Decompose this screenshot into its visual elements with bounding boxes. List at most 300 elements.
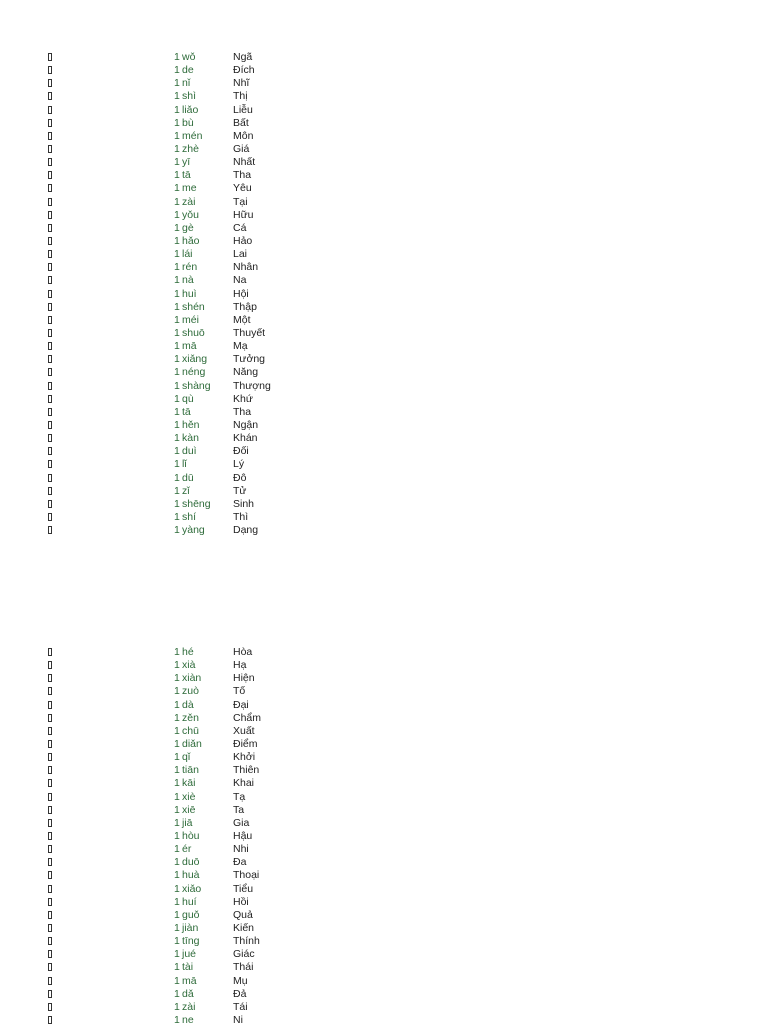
vocab-row — [0, 1001, 768, 1014]
pinyin-text: xiàn — [182, 672, 202, 685]
missing-glyph-icon — [48, 937, 52, 945]
hanviet-text: Cá — [233, 221, 247, 234]
pinyin-text: qǐ — [182, 751, 191, 764]
vocab-row — [0, 472, 768, 485]
pinyin-text: méi — [182, 313, 199, 326]
hanviet-text: Sinh — [233, 497, 255, 510]
rank-value: 1 — [174, 274, 180, 287]
rank-value: 1 — [174, 313, 180, 326]
pinyin-text: tài — [182, 961, 194, 974]
missing-glyph-icon — [48, 526, 52, 534]
missing-glyph-icon — [48, 779, 52, 787]
hanviet-text: Thì — [233, 510, 249, 523]
pinyin-text: yī — [182, 156, 191, 169]
pinyin-text: guǒ — [182, 908, 200, 921]
pinyin-text: jiàn — [182, 921, 199, 934]
missing-glyph-icon — [48, 447, 52, 455]
rank-value: 1 — [174, 829, 180, 842]
pinyin-text: xiǎo — [182, 882, 202, 895]
vocab-row — [0, 948, 768, 961]
missing-glyph-icon — [48, 395, 52, 403]
vocab-row — [0, 274, 768, 287]
hanviet-text: Tha — [233, 405, 252, 418]
vocab-row — [0, 222, 768, 235]
pinyin-text: qù — [182, 392, 194, 405]
hanviet-text: Điểm — [233, 737, 258, 750]
missing-glyph-icon — [48, 898, 52, 906]
pinyin-text: hǎo — [182, 234, 200, 247]
missing-glyph-icon — [48, 329, 52, 337]
pinyin-text: tā — [182, 169, 191, 182]
hanviet-text: Ngã — [233, 51, 253, 63]
rank-value: 1 — [174, 366, 180, 379]
pinyin-text: duō — [182, 856, 200, 869]
vocab-row — [0, 314, 768, 327]
pinyin-text: huì — [182, 287, 197, 300]
missing-glyph-icon — [48, 740, 52, 748]
missing-glyph-icon — [48, 500, 52, 508]
vocab-row — [0, 988, 768, 1001]
pinyin-text: huà — [182, 869, 200, 882]
vocab-row — [0, 432, 768, 445]
vocab-row — [0, 725, 768, 738]
hanviet-text: Na — [233, 274, 247, 287]
pinyin-text: mā — [182, 974, 197, 987]
hanviet-text: Hạ — [233, 659, 247, 672]
hanviet-text: Nhất — [233, 156, 256, 169]
pinyin-text: tā — [182, 405, 191, 418]
vocab-row — [0, 804, 768, 817]
pinyin-text: xiǎng — [182, 353, 208, 366]
rank-value: 1 — [174, 724, 180, 737]
pinyin-text: dà — [182, 698, 194, 711]
rank-value: 1 — [174, 340, 180, 353]
hanviet-text: Liễu — [233, 103, 253, 116]
vocab-row — [0, 485, 768, 498]
pinyin-text: shí — [182, 510, 197, 523]
rank-value: 1 — [174, 103, 180, 116]
vocab-row — [0, 685, 768, 698]
rank-value: 1 — [174, 497, 180, 510]
rank-value: 1 — [174, 751, 180, 764]
pinyin-text: gè — [182, 221, 194, 234]
vocab-row — [0, 90, 768, 103]
rank-value: 1 — [174, 195, 180, 208]
pinyin-text: zěn — [182, 711, 199, 724]
rank-value: 1 — [174, 672, 180, 685]
hanviet-text: Tố — [233, 685, 246, 698]
vocab-row — [0, 104, 768, 117]
missing-glyph-icon — [48, 1016, 52, 1024]
rank-value: 1 — [174, 471, 180, 484]
pinyin-text: shuō — [182, 326, 205, 339]
vocab-row — [0, 51, 768, 64]
missing-glyph-icon — [48, 460, 52, 468]
rank-value: 1 — [174, 142, 180, 155]
missing-glyph-icon — [48, 408, 52, 416]
hanviet-text: Hiện — [233, 672, 255, 685]
hanviet-text: Tạ — [233, 790, 246, 803]
rank-value: 1 — [174, 129, 180, 142]
pinyin-text: nǐ — [182, 77, 191, 90]
vocab-row — [0, 353, 768, 366]
rank-value: 1 — [174, 208, 180, 221]
rank-value: 1 — [174, 169, 180, 182]
missing-glyph-icon — [48, 303, 52, 311]
rank-value: 1 — [174, 737, 180, 750]
pinyin-text: mā — [182, 340, 197, 353]
missing-glyph-icon — [48, 119, 52, 127]
rank-value: 1 — [174, 379, 180, 392]
vocab-row — [0, 419, 768, 432]
missing-glyph-icon — [48, 714, 52, 722]
hanviet-text: Thiên — [233, 764, 260, 777]
vocab-row — [0, 843, 768, 856]
vocab-row — [0, 672, 768, 685]
missing-glyph-icon — [48, 963, 52, 971]
pinyin-text: zài — [182, 1000, 196, 1013]
pinyin-text: zuò — [182, 685, 199, 698]
rank-value: 1 — [174, 405, 180, 418]
hanviet-text: Thái — [233, 961, 254, 974]
rank-value: 1 — [174, 987, 180, 1000]
missing-glyph-icon — [48, 237, 52, 245]
hanviet-text: Nhi — [233, 843, 249, 856]
vocab-row — [0, 883, 768, 896]
rank-value: 1 — [174, 646, 180, 658]
missing-glyph-icon — [48, 53, 52, 61]
vocab-row — [0, 764, 768, 777]
missing-glyph-icon — [48, 753, 52, 761]
hanviet-text: Môn — [233, 129, 254, 142]
pinyin-text: nà — [182, 274, 194, 287]
vocab-row — [0, 856, 768, 869]
hanviet-text: Nhân — [233, 261, 259, 274]
vocab-row — [0, 699, 768, 712]
rank-value: 1 — [174, 182, 180, 195]
rank-value: 1 — [174, 816, 180, 829]
vocab-list-1 — [0, 51, 768, 537]
missing-glyph-icon — [48, 661, 52, 669]
pinyin-text: jiā — [182, 816, 193, 829]
vocab-row — [0, 209, 768, 222]
rank-value: 1 — [174, 64, 180, 77]
hanviet-text: Hồi — [233, 895, 249, 908]
missing-glyph-icon — [48, 250, 52, 258]
rank-value: 1 — [174, 90, 180, 103]
hanviet-text: Gia — [233, 816, 250, 829]
hanviet-text: Khai — [233, 777, 255, 790]
missing-glyph-icon — [48, 474, 52, 482]
rank-value: 1 — [174, 698, 180, 711]
vocab-row — [0, 117, 768, 130]
pinyin-text: lái — [182, 248, 193, 261]
hanviet-text: Thính — [233, 935, 260, 948]
vocab-row — [0, 393, 768, 406]
hanviet-text: Giá — [233, 142, 250, 155]
pinyin-text: tiān — [182, 764, 199, 777]
hanviet-text: Hội — [233, 287, 249, 300]
pinyin-text: tīng — [182, 935, 200, 948]
hanviet-text: Quả — [233, 908, 253, 921]
missing-glyph-icon — [48, 885, 52, 893]
rank-value: 1 — [174, 524, 180, 537]
missing-glyph-icon — [48, 382, 52, 390]
pinyin-text: jué — [182, 948, 197, 961]
vocab-row — [0, 751, 768, 764]
rank-value: 1 — [174, 777, 180, 790]
hanviet-text: Thị — [233, 90, 248, 103]
vocab-row — [0, 498, 768, 511]
rank-value: 1 — [174, 882, 180, 895]
pinyin-text: néng — [182, 366, 206, 379]
pinyin-text: yàng — [182, 524, 205, 537]
hanviet-text: Đại — [233, 698, 249, 711]
pinyin-text: chū — [182, 724, 199, 737]
hanviet-text: Hậu — [233, 829, 253, 842]
pinyin-text: kāi — [182, 777, 196, 790]
rank-value: 1 — [174, 432, 180, 445]
pinyin-text: xiē — [182, 803, 196, 816]
rank-value: 1 — [174, 659, 180, 672]
pinyin-text: mén — [182, 129, 203, 142]
vocab-row — [0, 445, 768, 458]
vocab-row — [0, 288, 768, 301]
hanviet-text: Khán — [233, 432, 258, 445]
missing-glyph-icon — [48, 79, 52, 87]
missing-glyph-icon — [48, 701, 52, 709]
hanviet-text: Hảo — [233, 234, 253, 247]
hanviet-text: Đối — [233, 445, 249, 458]
vocab-row — [0, 738, 768, 751]
pinyin-text: ér — [182, 843, 192, 856]
vocab-row — [0, 380, 768, 393]
rank-value: 1 — [174, 234, 180, 247]
pinyin-text: xiè — [182, 790, 196, 803]
vocab-row — [0, 301, 768, 314]
hanviet-text: Tha — [233, 169, 252, 182]
vocab-row — [0, 77, 768, 90]
pinyin-text: huí — [182, 895, 197, 908]
pinyin-text: xià — [182, 659, 196, 672]
pinyin-text: de — [182, 64, 194, 77]
pinyin-text: wǒ — [182, 51, 196, 63]
pinyin-text: bù — [182, 116, 194, 129]
pinyin-text: lǐ — [182, 458, 187, 471]
missing-glyph-icon — [48, 858, 52, 866]
missing-glyph-icon — [48, 434, 52, 442]
rank-value: 1 — [174, 116, 180, 129]
vocab-row — [0, 646, 768, 659]
missing-glyph-icon — [48, 276, 52, 284]
missing-glyph-icon — [48, 924, 52, 932]
missing-glyph-icon — [48, 368, 52, 376]
missing-glyph-icon — [48, 224, 52, 232]
vocab-row — [0, 712, 768, 725]
vocab-row — [0, 235, 768, 248]
pinyin-text: hěn — [182, 418, 200, 431]
vocab-row — [0, 143, 768, 156]
missing-glyph-icon — [48, 171, 52, 179]
missing-glyph-icon — [48, 66, 52, 74]
hanviet-text: Một — [233, 313, 251, 326]
missing-glyph-icon — [48, 145, 52, 153]
rank-value: 1 — [174, 803, 180, 816]
rank-value: 1 — [174, 445, 180, 458]
rank-value: 1 — [174, 711, 180, 724]
pinyin-text: dū — [182, 471, 194, 484]
hanviet-text: Kiến — [233, 921, 255, 934]
hanviet-text: Năng — [233, 366, 259, 379]
pinyin-text: rén — [182, 261, 198, 274]
pinyin-text: duì — [182, 445, 197, 458]
missing-glyph-icon — [48, 355, 52, 363]
rank-value: 1 — [174, 156, 180, 169]
rank-value: 1 — [174, 921, 180, 934]
missing-glyph-icon — [48, 421, 52, 429]
vocab-row — [0, 896, 768, 909]
hanviet-text: Đả — [233, 987, 247, 1000]
hanviet-text: Hòa — [233, 646, 253, 658]
vocab-row — [0, 458, 768, 471]
hanviet-text: Hữu — [233, 208, 254, 221]
rank-value: 1 — [174, 418, 180, 431]
rank-value: 1 — [174, 221, 180, 234]
vocab-row — [0, 130, 768, 143]
missing-glyph-icon — [48, 648, 52, 656]
hanviet-text: Giác — [233, 948, 255, 961]
pinyin-text: kàn — [182, 432, 199, 445]
vocab-row — [0, 975, 768, 988]
vocab-row — [0, 248, 768, 261]
vocab-row — [0, 659, 768, 672]
rank-value: 1 — [174, 510, 180, 523]
hanviet-text: Tiểu — [233, 882, 254, 895]
missing-glyph-icon — [48, 106, 52, 114]
rank-value: 1 — [174, 261, 180, 274]
missing-glyph-icon — [48, 92, 52, 100]
hanviet-text: Khứ — [233, 392, 253, 405]
missing-glyph-icon — [48, 290, 52, 298]
rank-value: 1 — [174, 685, 180, 698]
hanviet-text: Xuất — [233, 724, 255, 737]
missing-glyph-icon — [48, 211, 52, 219]
missing-glyph-icon — [48, 727, 52, 735]
hanviet-text: Đô — [233, 471, 247, 484]
pinyin-text: ne — [182, 1013, 194, 1026]
missing-glyph-icon — [48, 793, 52, 801]
vocab-row — [0, 922, 768, 935]
hanviet-text: Ngận — [233, 418, 259, 431]
missing-glyph-icon — [48, 1003, 52, 1011]
vocab-row — [0, 961, 768, 974]
vocab-row — [0, 366, 768, 379]
pinyin-text: yǒu — [182, 208, 199, 221]
rank-value: 1 — [174, 908, 180, 921]
hanviet-text: Đa — [233, 856, 247, 869]
hanviet-text: Tử — [233, 484, 247, 497]
vocab-row — [0, 791, 768, 804]
vocab-row — [0, 524, 768, 537]
rank-value: 1 — [174, 790, 180, 803]
rank-value: 1 — [174, 392, 180, 405]
hanviet-text: Thập — [233, 300, 257, 313]
pinyin-text: me — [182, 182, 197, 195]
missing-glyph-icon — [48, 316, 52, 324]
rank-value: 1 — [174, 869, 180, 882]
vocab-row — [0, 511, 768, 524]
rank-value: 1 — [174, 77, 180, 90]
pinyin-text: zài — [182, 195, 196, 208]
vocab-row — [0, 909, 768, 922]
missing-glyph-icon — [48, 977, 52, 985]
rank-value: 1 — [174, 287, 180, 300]
missing-glyph-icon — [48, 990, 52, 998]
pinyin-text: zhè — [182, 142, 199, 155]
rank-value: 1 — [174, 935, 180, 948]
hanviet-text: Khởi — [233, 751, 256, 764]
rank-value: 1 — [174, 974, 180, 987]
pinyin-text: dǎ — [182, 987, 194, 1000]
hanviet-text: Thuyết — [233, 326, 266, 339]
vocab-row — [0, 340, 768, 353]
missing-glyph-icon — [48, 687, 52, 695]
vocab-row — [0, 261, 768, 274]
vocab-row — [0, 830, 768, 843]
vocab-row — [0, 182, 768, 195]
rank-value: 1 — [174, 948, 180, 961]
rank-value: 1 — [174, 484, 180, 497]
hanviet-text: Bất — [233, 116, 249, 129]
missing-glyph-icon — [48, 806, 52, 814]
pinyin-text: shén — [182, 300, 205, 313]
hanviet-text: Mạ — [233, 340, 248, 353]
vocab-row — [0, 169, 768, 182]
pinyin-text: shì — [182, 90, 197, 103]
missing-glyph-icon — [48, 845, 52, 853]
missing-glyph-icon — [48, 819, 52, 827]
pinyin-text: hé — [182, 646, 194, 658]
hanviet-text: Tái — [233, 1000, 248, 1013]
missing-glyph-icon — [48, 487, 52, 495]
missing-glyph-icon — [48, 911, 52, 919]
hanviet-text: Lai — [233, 248, 248, 261]
pinyin-text: shàng — [182, 379, 211, 392]
vocab-row — [0, 64, 768, 77]
vocab-row — [0, 196, 768, 209]
vocab-row — [0, 1014, 768, 1027]
rank-value: 1 — [174, 764, 180, 777]
vocab-list-2 — [0, 646, 768, 1027]
pinyin-text: shēng — [182, 497, 211, 510]
missing-glyph-icon — [48, 184, 52, 192]
pinyin-text: hòu — [182, 829, 200, 842]
hanviet-text: Yêu — [233, 182, 252, 195]
rank-value: 1 — [174, 1000, 180, 1013]
hanviet-text: Đích — [233, 64, 255, 77]
missing-glyph-icon — [48, 674, 52, 682]
hanviet-text: Tưởng — [233, 353, 266, 366]
missing-glyph-icon — [48, 132, 52, 140]
rank-value: 1 — [174, 843, 180, 856]
rank-value: 1 — [174, 895, 180, 908]
missing-glyph-icon — [48, 766, 52, 774]
missing-glyph-icon — [48, 513, 52, 521]
missing-glyph-icon — [48, 158, 52, 166]
rank-value: 1 — [174, 353, 180, 366]
vocab-row — [0, 777, 768, 790]
vocab-row — [0, 406, 768, 419]
